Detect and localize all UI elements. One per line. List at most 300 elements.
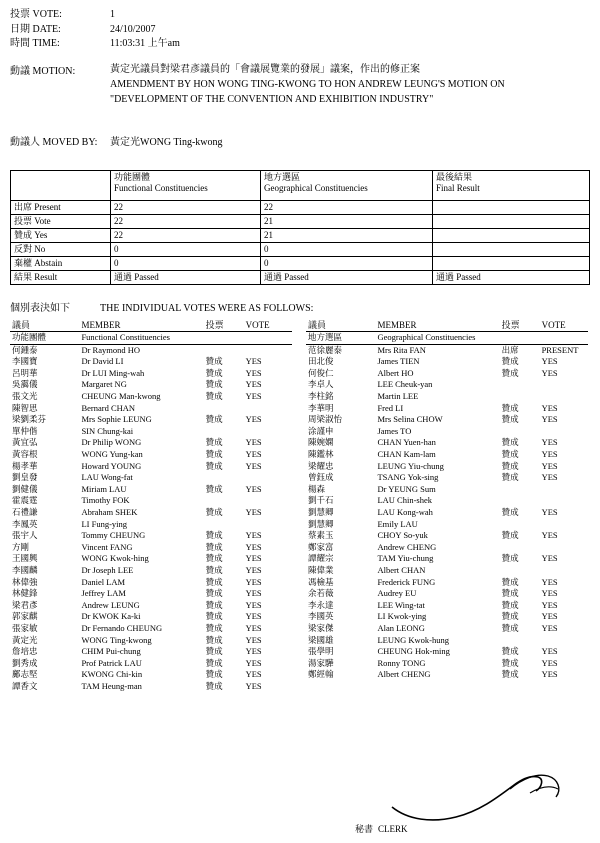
member-vote-en: YES [541, 437, 558, 448]
member-vote-cn: 贊成 [205, 483, 223, 494]
member-name-cn: 陳鑑林 [308, 449, 334, 460]
member-name-en: LAU Kong-wah [377, 507, 433, 517]
summary-col-geographical [261, 170, 433, 200]
member-vote-cn: 贊成 [501, 449, 519, 460]
votes-header-row [10, 320, 292, 332]
member-vote-row [306, 344, 588, 356]
moved-by-value: 黃定光WONG Ting-kwong [110, 136, 223, 148]
member-name-cn: 湯家驊 [308, 657, 334, 668]
member-name-en: Timothy FOK [81, 495, 130, 506]
vote-row [10, 8, 590, 23]
summary-row-fc: 0 [111, 242, 261, 256]
member-vote-row [306, 611, 588, 623]
summary-row-fr: 通過 Passed [433, 270, 590, 284]
member-vote-row [306, 565, 588, 577]
member-name-en: James TIEN [377, 356, 420, 367]
member-name-en: TSANG Yok-sing [377, 472, 439, 483]
summary-row-label: 出席 Present [11, 200, 111, 214]
member-vote-en: YES [245, 634, 262, 645]
member-vote-en: YES [541, 356, 558, 367]
member-name-cn: 林偉強 [12, 576, 38, 587]
group-label-geographical [306, 332, 588, 345]
member-name-cn: 馮檢基 [308, 576, 334, 587]
member-name-en: Andrew LEUNG [81, 599, 140, 610]
member-vote-cn: 贊成 [205, 507, 223, 517]
member-name-cn: 郭家麒 [12, 611, 38, 622]
member-vote-en: YES [245, 669, 262, 680]
motion-label: 動議 MOTION: [10, 65, 76, 77]
member-vote-en: YES [245, 680, 262, 691]
member-name-cn: 劉慧卿 [308, 507, 334, 517]
member-vote-cn: 贊成 [205, 634, 223, 645]
votes-table-functional [10, 320, 292, 693]
member-vote-en: YES [541, 553, 558, 564]
member-name-cn: 鄺志堅 [12, 669, 38, 680]
member-name-en: Audrey EU [377, 588, 417, 599]
member-vote-row [306, 391, 588, 403]
time-value: 11:03:31 上午am [110, 38, 180, 49]
member-vote-cn: 贊成 [501, 646, 519, 657]
member-name-cn: 方剛 [12, 541, 30, 552]
member-vote-row [10, 414, 292, 426]
member-name-en: CHOY So-yuk [377, 530, 428, 541]
member-vote-row [306, 507, 588, 519]
member-name-cn: 鄭經翰 [308, 669, 334, 680]
member-vote-row [306, 426, 588, 438]
member-name-cn: 陳偉業 [308, 564, 334, 575]
summary-col-functional-cn: 功能團體 [114, 171, 151, 182]
member-vote-row [306, 356, 588, 368]
member-vote-cn: 贊成 [501, 437, 519, 448]
member-vote-row [10, 472, 292, 484]
member-vote-en: YES [245, 507, 262, 517]
member-vote-row [10, 681, 292, 693]
summary-col-final [433, 170, 590, 200]
member-vote-cn: 贊成 [205, 541, 223, 552]
summary-col-functional [111, 170, 261, 200]
member-vote-cn: 贊成 [205, 564, 223, 575]
member-vote-cn: 贊成 [205, 356, 223, 367]
member-vote-en: YES [245, 449, 262, 460]
member-vote-cn: 贊成 [501, 460, 519, 471]
member-vote-cn: 贊成 [501, 356, 519, 367]
member-vote-cn: 贊成 [205, 530, 223, 541]
member-name-cn: 張學明 [308, 646, 334, 657]
votes-header-vote-en: VOTE [244, 320, 292, 332]
member-name-cn: 呂明華 [12, 367, 38, 378]
member-name-cn: 單仲偕 [12, 425, 38, 436]
member-vote-cn: 贊成 [501, 553, 519, 564]
member-name-cn: 劉慧卿 [308, 518, 334, 529]
member-name-cn: 梁君彥 [12, 599, 38, 610]
member-name-cn: 張宇人 [12, 530, 38, 541]
member-name-en: Dr Raymond HO [81, 344, 140, 355]
member-name-en: Daniel LAM [81, 576, 126, 587]
member-name-en: Ronny TONG [377, 657, 426, 668]
votes-header-member-cn: 議員 [10, 320, 79, 332]
member-vote-en: YES [245, 437, 262, 448]
summary-col-blank [11, 170, 111, 200]
member-vote-cn [500, 565, 540, 577]
member-name-en: Howard YOUNG [81, 460, 142, 471]
member-name-en: CHEUNG Man-kwong [81, 391, 161, 402]
member-name-cn: 余若薇 [308, 588, 334, 599]
member-name-cn: 黃宜弘 [12, 437, 38, 448]
member-vote-cn: 贊成 [501, 657, 519, 668]
member-vote-row [10, 426, 292, 438]
member-vote-cn [204, 403, 244, 415]
summary-row-fr [433, 242, 590, 256]
motion-text [110, 62, 505, 107]
member-vote-en [540, 426, 588, 438]
member-vote-row [10, 611, 292, 623]
vote-value: 1 [110, 9, 115, 20]
member-vote-row [306, 472, 588, 484]
member-vote-en [540, 391, 588, 403]
votes-column-functional [10, 320, 292, 693]
member-vote-cn: 贊成 [501, 669, 519, 680]
summary-row-fc: 22 [111, 228, 261, 242]
member-vote-row [10, 600, 292, 612]
member-vote-en: YES [541, 599, 558, 610]
member-vote-en: YES [245, 460, 262, 471]
member-vote-row [10, 484, 292, 496]
member-name-en: KWONG Chi-kin [81, 669, 143, 680]
member-vote-cn: 贊成 [501, 472, 519, 483]
summary-row-fc: 通過 Passed [111, 270, 261, 284]
member-vote-en: YES [541, 669, 558, 680]
member-name-cn: 劉千石 [308, 495, 334, 506]
member-vote-row [306, 646, 588, 658]
member-vote-row [306, 449, 588, 461]
member-name-cn: 何鍾泰 [12, 344, 38, 355]
member-vote-cn: 贊成 [501, 611, 519, 622]
member-name-cn: 黃容根 [12, 449, 38, 460]
member-vote-row [10, 623, 292, 635]
summary-col-functional-en: Functional Constituencies [114, 182, 208, 193]
votes-column-geographical [306, 320, 588, 693]
member-vote-cn: 贊成 [205, 599, 223, 610]
member-vote-en [244, 403, 292, 415]
member-vote-cn: 贊成 [205, 646, 223, 657]
member-name-en: Prof Patrick LAU [81, 657, 142, 668]
member-name-en: Mrs Rita FAN [377, 344, 426, 355]
moved-by-label: 動議人 MOVED BY: [10, 136, 98, 148]
member-vote-row [306, 414, 588, 426]
individual-votes-heading [10, 299, 590, 314]
member-name-cn: 曾鈺成 [308, 472, 334, 483]
summary-row-fr [433, 214, 590, 228]
member-vote-row [10, 530, 292, 542]
member-vote-cn: 贊成 [501, 507, 519, 517]
member-vote-row [306, 553, 588, 565]
header-block [10, 8, 590, 148]
member-vote-row [10, 565, 292, 577]
member-vote-row [10, 437, 292, 449]
member-vote-en: YES [245, 553, 262, 564]
member-vote-cn: 贊成 [205, 460, 223, 471]
member-vote-en: YES [541, 402, 558, 413]
member-name-en: Mrs Sophie LEUNG [81, 414, 152, 425]
member-name-en: TAM Yiu-chung [377, 553, 434, 564]
member-vote-row [10, 449, 292, 461]
member-vote-row [306, 658, 588, 670]
member-vote-en [540, 484, 588, 496]
member-vote-cn [500, 519, 540, 531]
member-vote-cn [204, 426, 244, 438]
summary-row-gc: 22 [261, 200, 433, 214]
member-name-cn: 蔡素玉 [308, 530, 334, 541]
member-name-en: CHIM Pui-chung [81, 646, 141, 657]
member-vote-en: YES [245, 657, 262, 668]
member-name-cn: 譚耀宗 [308, 553, 334, 564]
motion-line-cn: 黃定光議員對梁君彥議員的「會議展覽業的發展」議案，作出的修正案 [110, 63, 420, 75]
date-value: 24/10/2007 [110, 23, 156, 35]
member-vote-cn: 贊成 [205, 449, 223, 460]
member-vote-en: YES [245, 356, 262, 367]
member-name-en: CHAN Kam-lam [377, 449, 436, 460]
member-vote-en: YES [245, 588, 262, 599]
member-name-en: James TO [377, 425, 412, 436]
votes-table-geographical [306, 320, 588, 681]
member-vote-row [10, 553, 292, 565]
member-vote-cn: 贊成 [205, 611, 223, 622]
member-name-cn: 吳靄儀 [12, 379, 38, 390]
member-name-cn: 張文光 [12, 391, 38, 402]
summary-row-gc: 通過 Passed [261, 270, 433, 284]
member-name-en: Dr Fernando CHEUNG [81, 622, 163, 633]
member-vote-cn [500, 379, 540, 391]
member-name-en: Alan LEONG [377, 622, 425, 633]
summary-row-gc: 21 [261, 228, 433, 242]
member-vote-en: YES [541, 460, 558, 471]
summary-row-gc: 21 [261, 214, 433, 228]
member-vote-cn: 贊成 [205, 553, 223, 564]
summary-row [11, 200, 590, 214]
member-vote-en: YES [541, 367, 558, 378]
member-vote-cn: 贊成 [205, 414, 223, 425]
member-name-en: LEUNG Kwok-hung [377, 634, 449, 645]
member-name-en: Dr KWOK Ka-ki [81, 611, 141, 622]
summary-row-fr [433, 200, 590, 214]
member-vote-en: YES [245, 611, 262, 622]
member-vote-cn [204, 344, 244, 356]
member-vote-row [10, 542, 292, 554]
member-vote-cn: 贊成 [501, 622, 519, 633]
date-row [10, 23, 590, 38]
member-vote-row [10, 588, 292, 600]
group-label-functional [10, 332, 292, 345]
summary-col-geographical-cn: 地方選區 [264, 171, 301, 182]
member-vote-en: YES [245, 391, 262, 402]
member-name-en: LAU Chin-shek [377, 495, 432, 506]
member-vote-cn: 贊成 [205, 588, 223, 599]
member-name-cn: 何俊仁 [308, 367, 334, 378]
member-vote-cn [500, 635, 540, 647]
member-vote-cn: 贊成 [205, 379, 223, 390]
member-name-cn: 譚香文 [12, 680, 38, 691]
member-name-en: Dr Philip WONG [81, 437, 142, 448]
summary-row-gc: 0 [261, 256, 433, 270]
member-vote-cn: 贊成 [501, 588, 519, 599]
member-vote-row [306, 461, 588, 473]
member-vote-en [540, 379, 588, 391]
member-vote-row [306, 542, 588, 554]
member-vote-cn [204, 495, 244, 507]
member-vote-row [306, 635, 588, 647]
member-vote-cn: 贊成 [205, 680, 223, 691]
member-name-en: Bernard CHAN [81, 402, 136, 413]
member-vote-en [540, 542, 588, 554]
member-vote-row [10, 646, 292, 658]
votes-header-member-en-2: MEMBER [375, 320, 499, 332]
member-vote-row [10, 495, 292, 507]
member-vote-cn: 贊成 [501, 576, 519, 587]
member-name-en: Frederick FUNG [377, 576, 436, 587]
member-name-cn: 李華明 [308, 402, 334, 413]
member-name-cn: 李國麟 [12, 564, 38, 575]
summary-row-gc: 0 [261, 242, 433, 256]
member-name-en: Tommy CHEUNG [81, 530, 146, 541]
member-vote-cn: 贊成 [205, 437, 223, 448]
member-name-en: CHEUNG Hok-ming [377, 646, 450, 657]
member-vote-en: YES [541, 530, 558, 541]
member-name-en: Albert CHENG [377, 669, 431, 680]
votes-header-vote-cn: 投票 [204, 320, 244, 332]
member-name-en: LEE Wing-tat [377, 599, 425, 610]
member-vote-row [306, 623, 588, 635]
member-name-en: LI Fung-ying [81, 518, 128, 529]
summary-row-label: 投票 Vote [11, 214, 111, 228]
summary-row-fr [433, 228, 590, 242]
member-name-cn: 劉秀成 [12, 657, 38, 668]
member-vote-cn: 贊成 [501, 530, 519, 541]
member-vote-cn: 贊成 [205, 367, 223, 378]
member-vote-row [10, 658, 292, 670]
member-vote-en: YES [245, 576, 262, 587]
member-name-cn: 王國興 [12, 553, 38, 564]
signature-mark [390, 773, 570, 825]
member-name-en: CHAN Yuen-han [377, 437, 436, 448]
summary-row [11, 256, 590, 270]
member-name-en: Dr LUI Ming-wah [81, 367, 145, 378]
member-vote-en: YES [541, 576, 558, 587]
group-label-functional-en: Functional Constituencies [79, 332, 292, 345]
member-name-en: WONG Ting-kwong [81, 634, 152, 645]
summary-row-fc: 0 [111, 256, 261, 270]
member-vote-row [306, 437, 588, 449]
member-name-cn: 陳智思 [12, 402, 38, 413]
member-vote-row [306, 530, 588, 542]
member-name-en: Margaret NG [81, 379, 127, 390]
member-name-cn: 梁劉柔芬 [12, 414, 47, 425]
member-name-en: LEUNG Yiu-chung [377, 460, 444, 471]
member-vote-row [306, 669, 588, 681]
group-label-geographical-en: Geographical Constituencies [375, 332, 588, 345]
member-vote-row [10, 403, 292, 415]
member-name-cn: 張家敏 [12, 622, 38, 633]
member-vote-row [306, 484, 588, 496]
member-name-cn: 霍震霆 [12, 495, 38, 506]
member-vote-en: YES [541, 472, 558, 483]
summary-row [11, 228, 590, 242]
member-vote-cn: 贊成 [501, 414, 519, 425]
member-vote-row [10, 368, 292, 380]
member-vote-cn [204, 472, 244, 484]
member-vote-en: YES [541, 646, 558, 657]
member-vote-cn: 贊成 [501, 599, 519, 610]
member-vote-cn: 贊成 [205, 622, 223, 633]
member-name-cn: 李鳳英 [12, 518, 38, 529]
member-vote-en [244, 519, 292, 531]
member-name-en: SIN Chung-kai [81, 425, 134, 436]
member-vote-en [244, 495, 292, 507]
member-vote-cn: 贊成 [205, 669, 223, 680]
member-vote-cn [500, 426, 540, 438]
member-vote-en: YES [245, 646, 262, 657]
member-name-en: Fred LI [377, 402, 404, 413]
member-name-en: Andrew CHENG [377, 541, 437, 552]
votes-header-vote-en-2: VOTE [540, 320, 588, 332]
summary-row-label: 贊成 Yes [11, 228, 111, 242]
individual-votes-heading-cn: 個別表決如下 [10, 302, 70, 314]
votes-columns [10, 320, 590, 693]
member-vote-row [10, 577, 292, 589]
member-vote-en: YES [245, 483, 262, 494]
member-name-en: Dr David LI [81, 356, 124, 367]
member-name-cn: 楊孝華 [12, 460, 38, 471]
member-vote-cn [500, 391, 540, 403]
member-vote-en [244, 344, 292, 356]
votes-header-row-2 [306, 320, 588, 332]
member-vote-en: YES [245, 541, 262, 552]
member-vote-row [10, 379, 292, 391]
member-vote-cn: 贊成 [205, 391, 223, 402]
individual-votes-heading-en: THE INDIVIDUAL VOTES WERE AS FOLLOWS: [100, 302, 314, 314]
member-vote-en: YES [541, 449, 558, 460]
clerk-label-cn: 秘書 [355, 824, 374, 834]
votes-header-member-en: MEMBER [79, 320, 203, 332]
member-vote-row [306, 368, 588, 380]
member-vote-en [540, 635, 588, 647]
member-name-cn: 林健鋒 [12, 588, 38, 599]
member-vote-en: YES [541, 611, 558, 622]
summary-row-label: 反對 No [11, 242, 111, 256]
votes-header-member-cn-2: 議員 [306, 320, 375, 332]
summary-row [11, 214, 590, 228]
signature-area [0, 771, 600, 843]
motion-line-en-2: "DEVELOPMENT OF THE CONVENTION AND EXHIBITION INDUSTRY" [110, 93, 434, 105]
member-vote-en [540, 565, 588, 577]
member-vote-row [10, 635, 292, 647]
summary-row [11, 242, 590, 256]
member-vote-row [306, 403, 588, 415]
member-vote-cn: 贊成 [501, 367, 519, 378]
member-name-en: LI Kwok-ying [377, 611, 427, 622]
member-name-cn: 梁耀忠 [308, 460, 334, 471]
member-name-cn: 鄭家富 [308, 541, 334, 552]
member-vote-en: YES [245, 379, 262, 390]
member-vote-en: YES [245, 414, 262, 425]
member-name-cn: 梁家傑 [308, 622, 334, 633]
member-vote-en: YES [541, 507, 558, 517]
member-vote-row [10, 669, 292, 681]
member-name-cn: 李卓人 [308, 379, 334, 390]
summary-row-label: 結果 Result [11, 270, 111, 284]
member-vote-en [540, 495, 588, 507]
summary-row-fc: 22 [111, 200, 261, 214]
member-vote-en [540, 519, 588, 531]
